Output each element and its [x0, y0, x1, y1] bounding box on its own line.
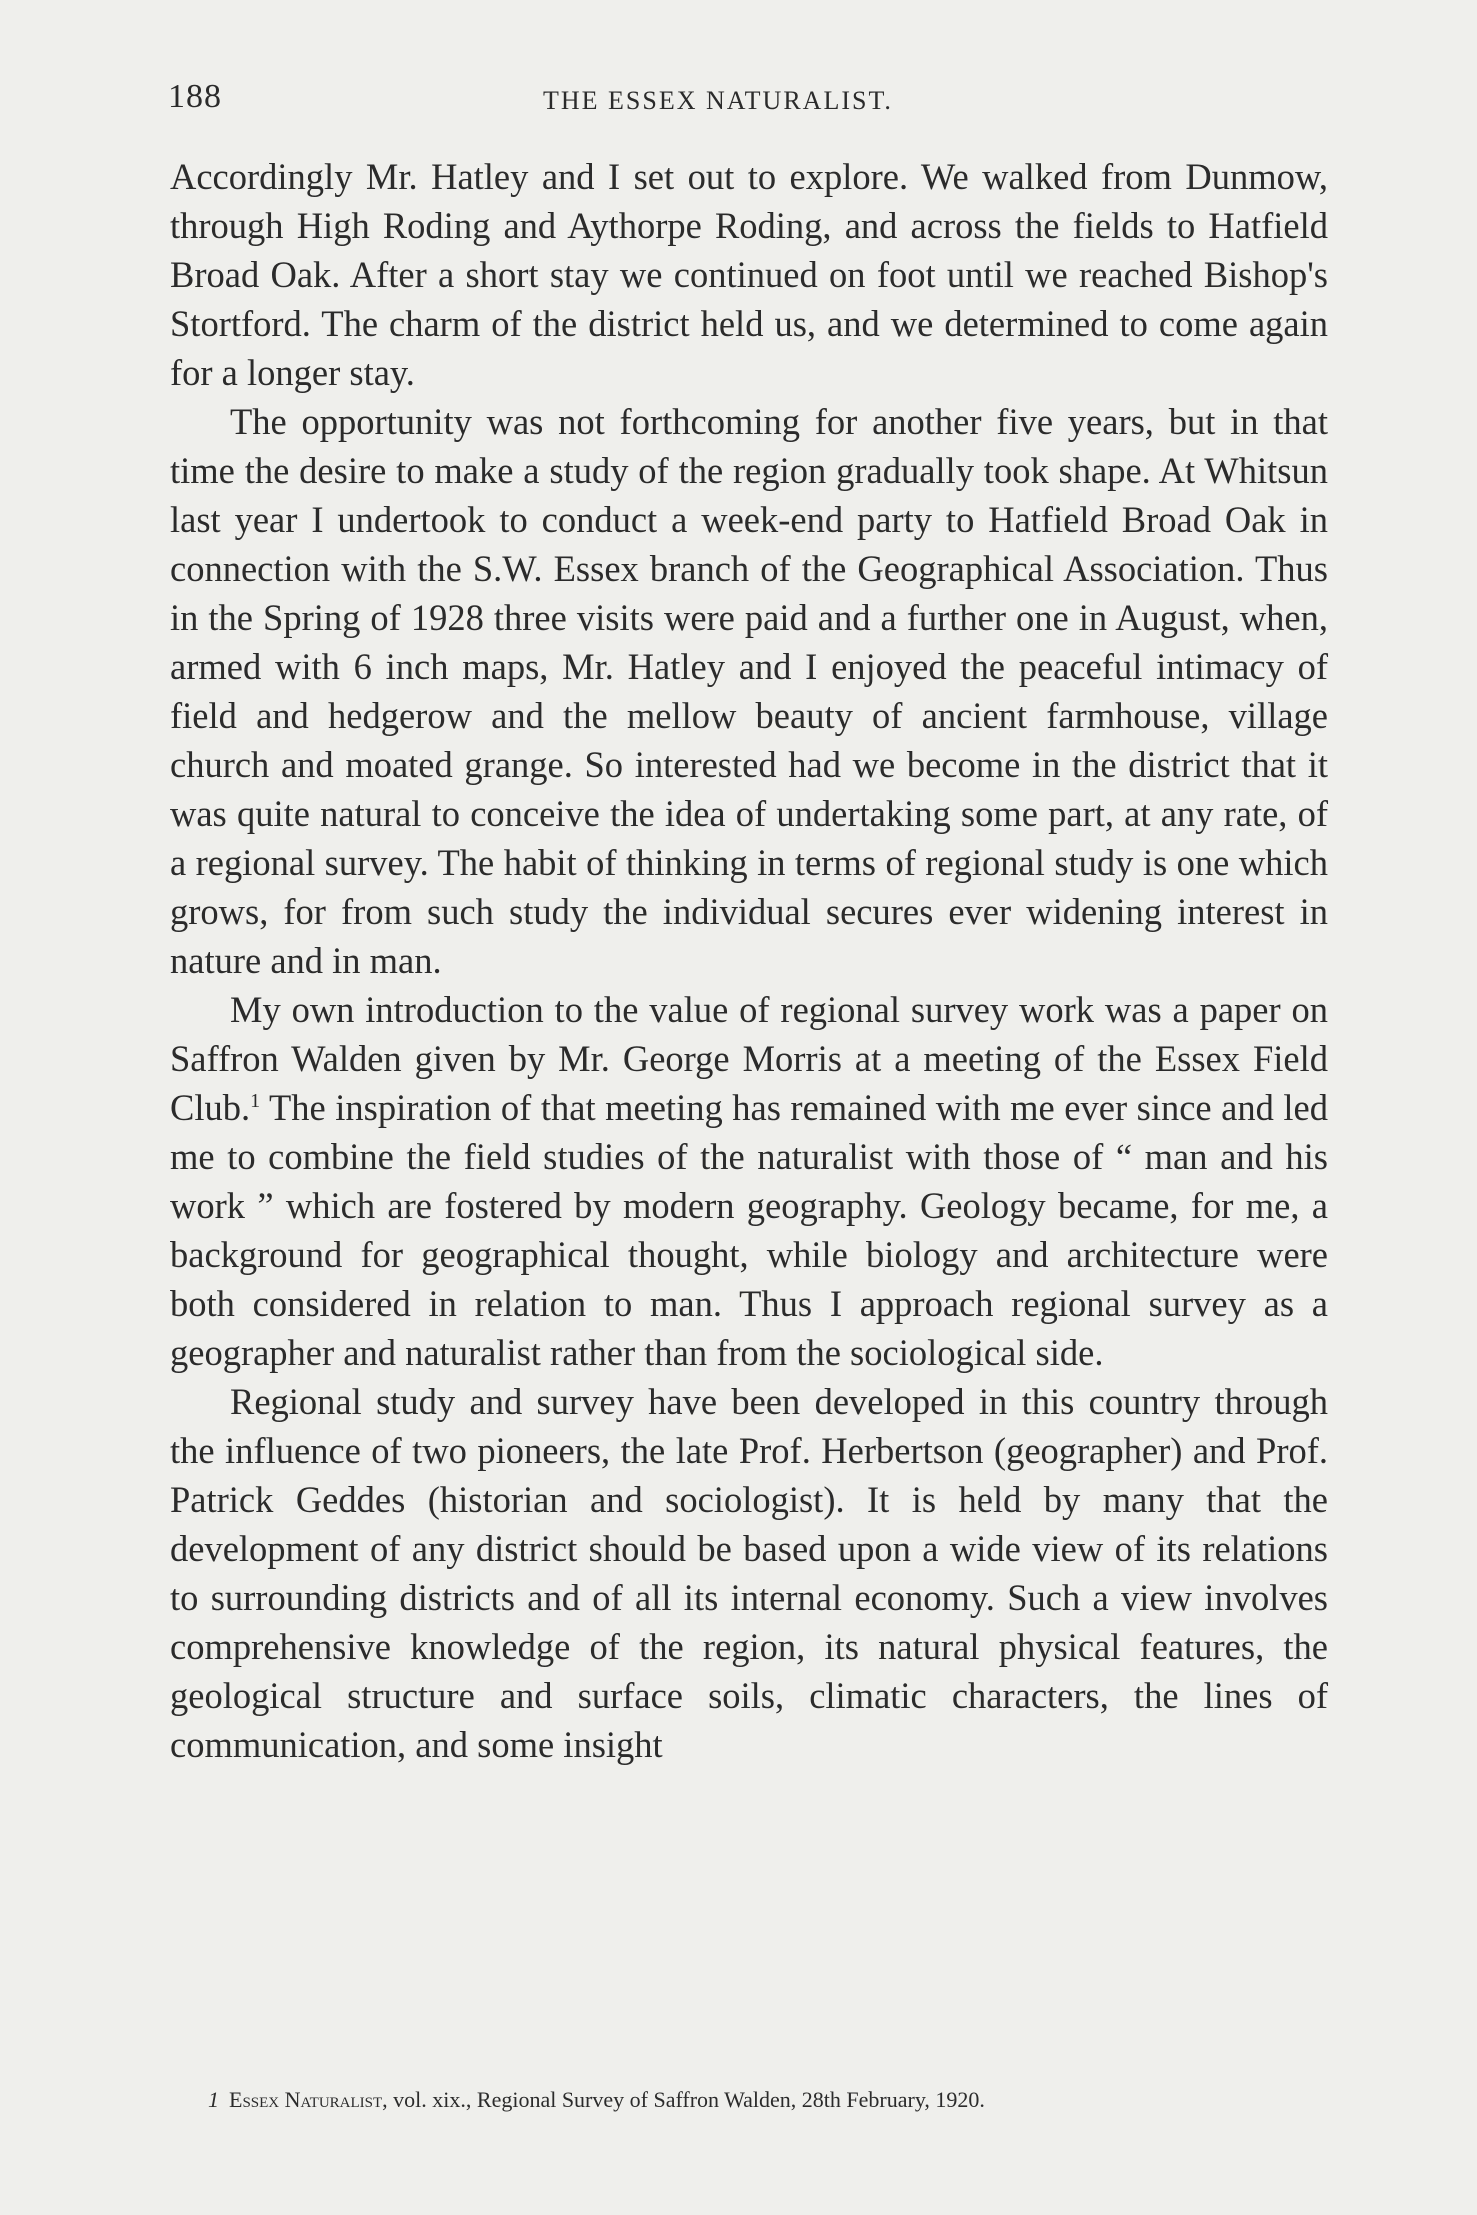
footnote-journal: Essex Naturalist	[229, 2087, 383, 2112]
footnote-marker: 1	[208, 2087, 219, 2112]
paragraph-4	[170, 1377, 1328, 1769]
paragraph-1	[170, 152, 1328, 397]
footnote-reference[interactable]: 1	[250, 1089, 261, 1112]
page-number: 188	[168, 78, 222, 115]
paragraph-text: The opportunity was not forthcoming for another five years, but in that time the desire to make a study of the region gradually took shape. At Whitsun last year I undertook to conduct a week-end party to Hatfield Broad Oak in connection with the S.W. Essex branch of the Geographical Association. Thus in the Spring of 1928 three visits were paid and a further one in August, when, armed with 6 inch maps, Mr. Hatley and I enjoyed the peaceful intimacy of field and hedgerow and the mellow beauty of ancient farmhouse, village church and moated grange. So interested had we become in the district that it was quite natural to conceive the idea of undertaking some part, at any rate, of a regional survey. The habit of thinking in terms of regional study is one which grows, for from such study the individual secures ever widening interest in nature and in man.	[170, 401, 1328, 981]
journal-title: THE ESSEX NATURALIST.	[543, 86, 893, 115]
paragraph-text: My own introduction to the value of regional survey work was a paper on Saffron Walden given by Mr. George Morris at a meeting of the Essex Field Club.	[170, 989, 1328, 1128]
footnote-text: , vol. xix., Regional Survey of Saffron Walden, 28th February, 1920.	[382, 2087, 985, 2112]
paragraph-text: Accordingly Mr. Hatley and I set out to explore. We walked from Dunmow, through High Roding and Aythorpe Roding, and across the fields to Hatfield Broad Oak. After a short stay we continued on foot until we reached Bishop's Stortford. The charm of the district held us, and we determined to come again for a longer stay.	[170, 156, 1328, 393]
paragraph-text-continued: The inspiration of that meeting has remained with me ever since and led me to combine the field studies of the naturalist with those of “ man and his work ” which are fostered by modern geography. Geology became, for me, a background for geographical thought, while biology and architecture were both considered in relation to man. Thus I approach regional survey as a geographer and naturalist rather than from the sociological side.	[170, 1087, 1328, 1373]
paragraph-text: Regional study and survey have been developed in this country through the influence of two pioneers, the late Prof. Herbertson (geographer) and Prof. Patrick Geddes (historian and sociologist). It is held by many that the development of any district should be based upon a wide view of its relations to surrounding districts and of all its internal economy. Such a view involves comprehensive knowledge of the region, its natural physical features, the geological structure and surface soils, climatic characters, the lines of communication, and some insight	[170, 1381, 1328, 1765]
paragraph-3	[170, 985, 1328, 1377]
paragraph-2	[170, 397, 1328, 985]
footnote	[208, 2085, 1328, 2115]
running-head	[168, 78, 1328, 128]
body-text	[170, 152, 1328, 1769]
